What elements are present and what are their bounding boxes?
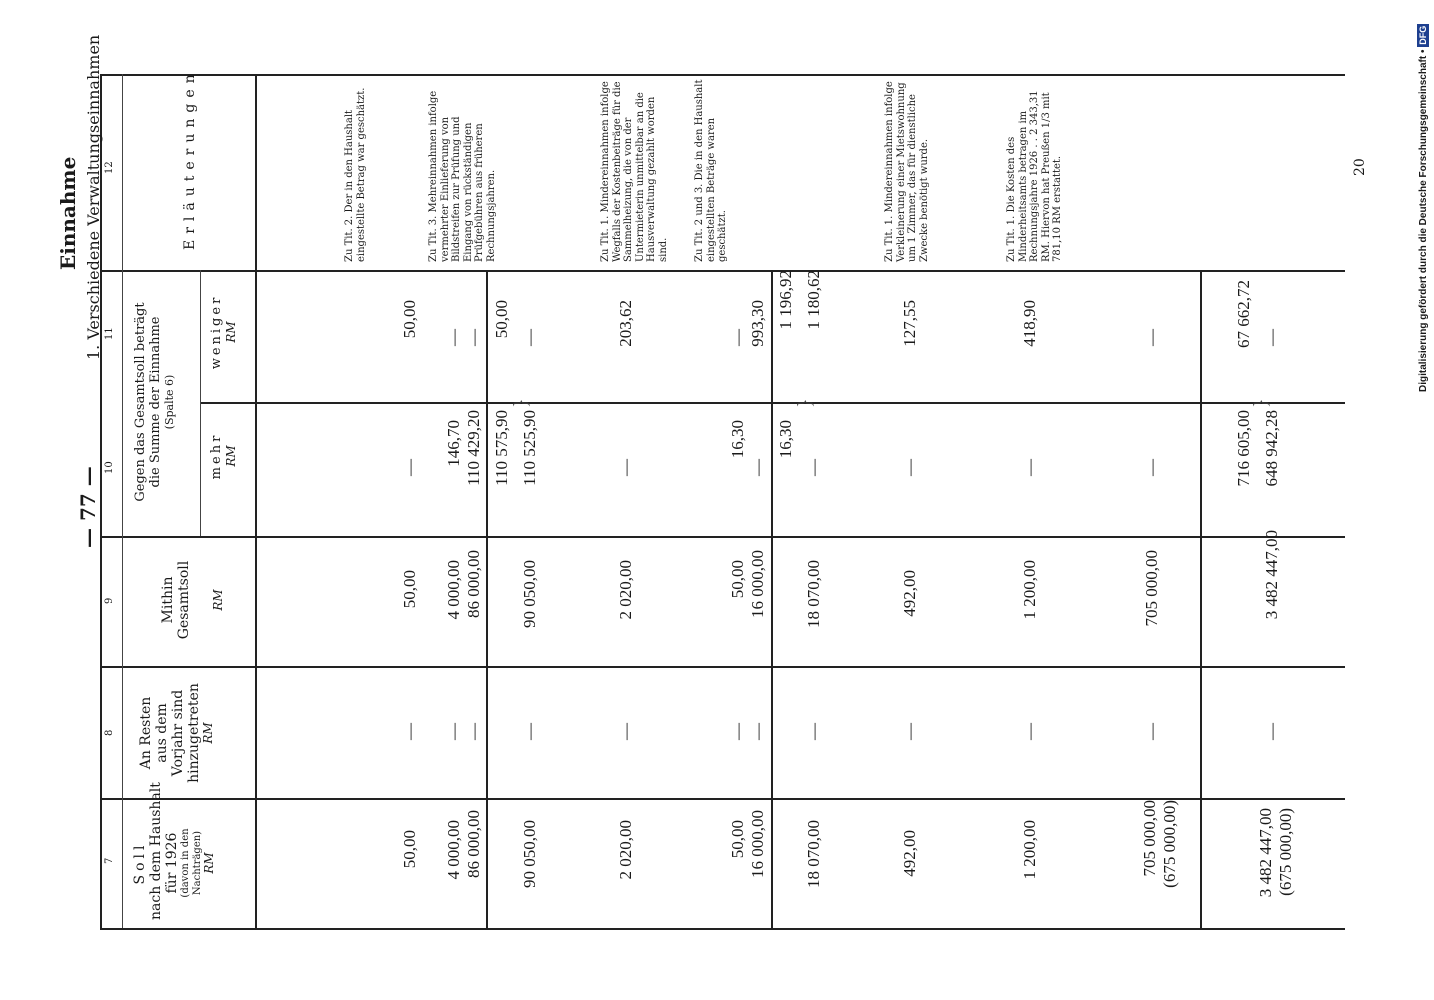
row-492-mehr: — [900, 459, 919, 476]
block2-row1-weniger: 203,62 [616, 300, 635, 347]
row2-reste: — [444, 723, 463, 740]
header-col12: Erläuterungen [182, 68, 198, 250]
colnum-12: 12 [104, 161, 115, 174]
block2-row3-mehr: — [748, 459, 767, 476]
total-soll: 3 482 447,00 [1256, 808, 1275, 898]
row-1200-weniger: 418,90 [1020, 300, 1039, 347]
header-col9: Mithin Gesamtsoll RM [160, 560, 226, 640]
block2-row2-reste: — [728, 723, 747, 740]
row-705000-gesamtsoll: 705 000,00 [1142, 550, 1161, 627]
block2-row1-mehr: — [616, 459, 635, 476]
brace-2: } [794, 398, 816, 408]
note-tit3: Zu Tit. 3. Mehreinnahmen infolge vermehrter Einlieferung von Bildstreifen zur Prüfung und Eingang von rückständigen Prüfgebühren aus früheren Rechnungsjahren. [428, 90, 497, 262]
subtotal2-mehr-b: — [804, 459, 823, 476]
row-1200-mehr: — [1020, 459, 1039, 476]
row-1200-reste: — [1020, 723, 1039, 740]
subtotal1-mehr-b: 110 525,90 [520, 410, 539, 486]
row-492-gesamtsoll: 492,00 [900, 570, 919, 617]
block2-row3-gesamtsoll: 16 000,00 [748, 550, 767, 618]
divider-col8-col9 [100, 666, 1345, 668]
row2-gesamtsoll: 4 000,00 [444, 560, 463, 620]
total-mehr-a: 716 605,00 [1234, 410, 1253, 487]
subtotal2-weniger-b: 1 180,62 [804, 270, 823, 330]
brace-total: } [1250, 398, 1272, 408]
page-number-top: — 77 — [76, 466, 100, 548]
block2-row2-mehr: 16,30 [728, 420, 747, 459]
subtotal2-gesamtsoll: 18 070,00 [804, 560, 823, 628]
block2-row2-soll: 50,00 [728, 820, 747, 859]
total-reste: — [1262, 723, 1281, 740]
header-col11: weniger RM [209, 294, 238, 370]
row-492-soll: 492,00 [900, 830, 919, 877]
colnum-8: 8 [104, 729, 115, 736]
header-col10: mehr RM [209, 432, 238, 480]
row1-weniger: 50,00 [400, 300, 419, 339]
block2-row1-gesamtsoll: 2 020,00 [616, 560, 635, 620]
colnum-10: 10 [104, 461, 115, 474]
note-mietswohnung: Zu Tit. 1. Mindereinnahmen infolge Verkleinerung einer Mietswohnung um 1 Zimmer, das für dienstliche Zwecke benötigt wurde. [884, 81, 930, 262]
block2-row1-soll: 2 020,00 [616, 820, 635, 880]
row2-weniger: — [444, 329, 463, 346]
subtotal1-weniger-a: 50,00 [492, 300, 511, 339]
note-block2-tit2-3: Zu Tit. 2 und 3. Die in den Haushalt eingestellten Beträge waren geschätzt. [694, 79, 728, 262]
colnum-11: 11 [104, 327, 115, 340]
block2-row3-weniger: 993,30 [748, 300, 767, 347]
divider-col9-col10 [100, 536, 1345, 538]
note-block2-tit1: Zu Tit. 1. Mindereinnahmen infolge Wegfalls der Kostenbeiträge für die Sammelheizung, die von der Untermieterin unmittelbar an die Hausverwaltung gezahlt worden sind. [600, 81, 669, 262]
total-gesamtsoll: 3 482 447,00 [1262, 530, 1281, 620]
subtotal1-mehr-a: 110 575,90 [492, 410, 511, 486]
row-705000-weniger: — [1142, 329, 1161, 346]
row-rule-1 [486, 270, 488, 928]
total-weniger-a: 67 662,72 [1234, 280, 1253, 348]
col-number-strip-rule [122, 74, 123, 928]
subtotal2-mehr-a: 16,30 [776, 420, 795, 459]
row-rule-3 [1200, 270, 1202, 928]
dfg-logo: DFG [1418, 25, 1428, 45]
subtotal2-soll: 18 070,00 [804, 820, 823, 888]
brace-1: } [510, 398, 532, 408]
header-col8: An Resten aus dem Vorjahr sind hinzugetreten RM [138, 683, 216, 783]
row1-gesamtsoll: 50,00 [400, 570, 419, 609]
row-705000-mehr: — [1142, 459, 1161, 476]
row-1200-gesamtsoll: 1 200,00 [1020, 560, 1039, 620]
block2-row2-gesamtsoll: 50,00 [728, 560, 747, 599]
side-page-number: 20 [1352, 158, 1368, 176]
subtotal1-weniger-b: — [520, 329, 539, 346]
row-492-weniger: 127,55 [900, 300, 919, 347]
block2-row2-weniger: — [728, 329, 747, 346]
note-minderheitsamt: Zu Tit. 1. Die Kosten des Minderheitsamts betragen im Rechnungsjahre 1926 . . 2 343,31 RM. Hiervon hat Preußen 1/3 mit 781,10 RM erstattet. [1006, 90, 1063, 262]
header-group-difference: Gegen das Gesamtsoll beträgt die Summe der Einnahme (Spalte 6) [133, 302, 176, 502]
note-tit2: Zu Tit. 2. Der in den Haushalt eingestellte Betrag war geschätzt. [344, 87, 367, 262]
block2-row1-reste: — [616, 723, 635, 740]
row3-gesamtsoll: 86 000,00 [464, 550, 483, 618]
divider-col11-col12 [100, 270, 1345, 272]
row-705000-soll: 705 000,00 [1140, 800, 1159, 877]
row3-reste: — [464, 723, 483, 740]
header-col7: Soll nach dem Haushalt für 1926 (davon in den Nachträgen) RM [132, 782, 217, 920]
heading-sub: 1. Verschiedene Verwaltungseinnahmen [84, 34, 103, 360]
table-bottom-rule [100, 928, 1345, 930]
total-mehr-b: 648 942,28 [1262, 410, 1281, 487]
colnum-7: 7 [104, 857, 115, 864]
row1-reste: — [400, 723, 419, 740]
row1-mehr: — [400, 459, 419, 476]
subtotal1-gesamtsoll: 90 050,00 [520, 560, 539, 628]
block2-row3-reste: — [748, 723, 767, 740]
group-header-rule [200, 270, 201, 536]
colnum-9: 9 [104, 597, 115, 604]
row3-weniger: — [464, 329, 483, 346]
subtotal2-reste: — [804, 723, 823, 740]
row1-soll: 50,00 [400, 830, 419, 869]
digitization-note: Digitalisierung gefördert durch die Deutsche Forschungsgemeinschaft • DFG [1418, 25, 1429, 392]
row-492-reste: — [900, 723, 919, 740]
heading-main: Einnahme [56, 156, 80, 270]
subtotal1-reste: — [520, 723, 539, 740]
subtotal1-soll: 90 050,00 [520, 820, 539, 888]
subtotal2-weniger-a: 1 196,92 [776, 270, 795, 330]
total-soll-note: (675 000,00) [1276, 808, 1295, 896]
row-rule-2 [771, 270, 773, 928]
row-705000-soll-note: (675 000,00) [1160, 800, 1179, 888]
total-weniger-b: — [1262, 329, 1281, 346]
row3-soll: 86 000,00 [464, 810, 483, 878]
block2-row3-soll: 16 000,00 [748, 810, 767, 878]
row3-mehr: 110 429,20 [464, 410, 483, 486]
row2-soll: 4 000,00 [444, 820, 463, 880]
row-705000-reste: — [1142, 723, 1161, 740]
row-1200-soll: 1 200,00 [1020, 820, 1039, 880]
row2-mehr: 146,70 [444, 420, 463, 467]
header-bottom-rule [255, 74, 257, 928]
